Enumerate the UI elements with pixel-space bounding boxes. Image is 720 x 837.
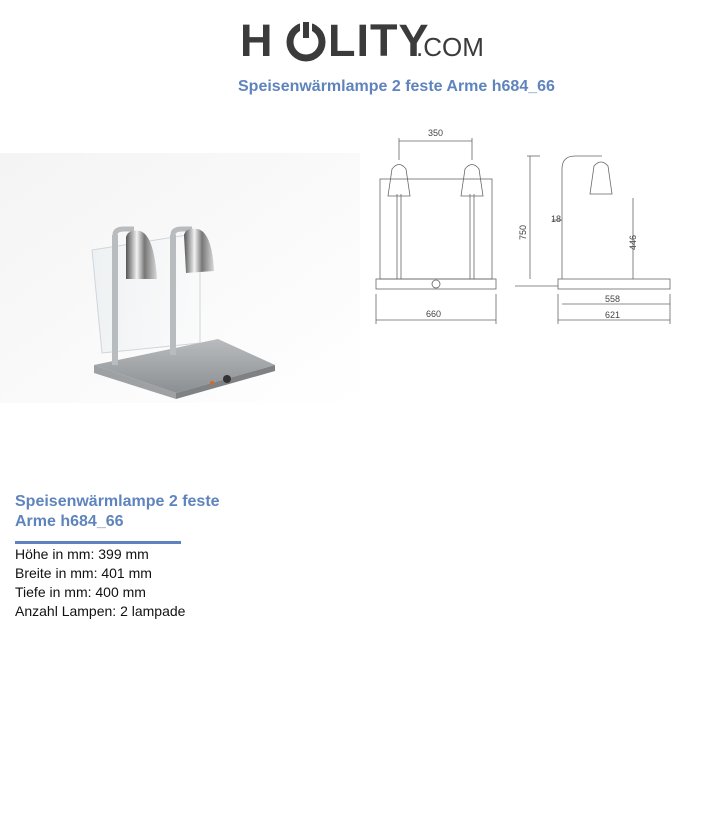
logo-brand-h: H — [240, 15, 274, 66]
spec-height: Höhe in mm: 399 mm — [15, 546, 149, 562]
technical-drawing — [370, 124, 680, 329]
spec-lamp-count: Anzahl Lampen: 2 lampade — [15, 603, 186, 619]
dim-arm-offset: 18 — [551, 214, 562, 224]
logo-com: .COM — [416, 32, 484, 62]
page-title: Speisenwärmlampe 2 feste Arme h684_66 — [238, 78, 555, 95]
dim-depth-inner: 558 — [605, 294, 621, 304]
logo-o-icon — [286, 22, 326, 62]
spec-width: Breite in mm: 401 mm — [15, 565, 152, 581]
dim-lamp-height: 446 — [628, 234, 638, 250]
holity-logo[interactable] — [240, 14, 482, 68]
product-photo — [0, 153, 360, 403]
dim-arm-spacing: 350 — [428, 128, 444, 138]
logo-brand-rest: LITY — [328, 15, 430, 66]
spec-depth: Tiefe in mm: 400 mm — [15, 584, 146, 600]
spec-list — [15, 545, 185, 621]
product-title: Speisenwärmlampe 2 feste Arme h684_66 — [15, 493, 220, 530]
dim-height: 750 — [518, 224, 528, 240]
dim-depth: 621 — [605, 310, 621, 320]
title-divider — [15, 541, 181, 544]
dim-width: 660 — [426, 309, 442, 319]
